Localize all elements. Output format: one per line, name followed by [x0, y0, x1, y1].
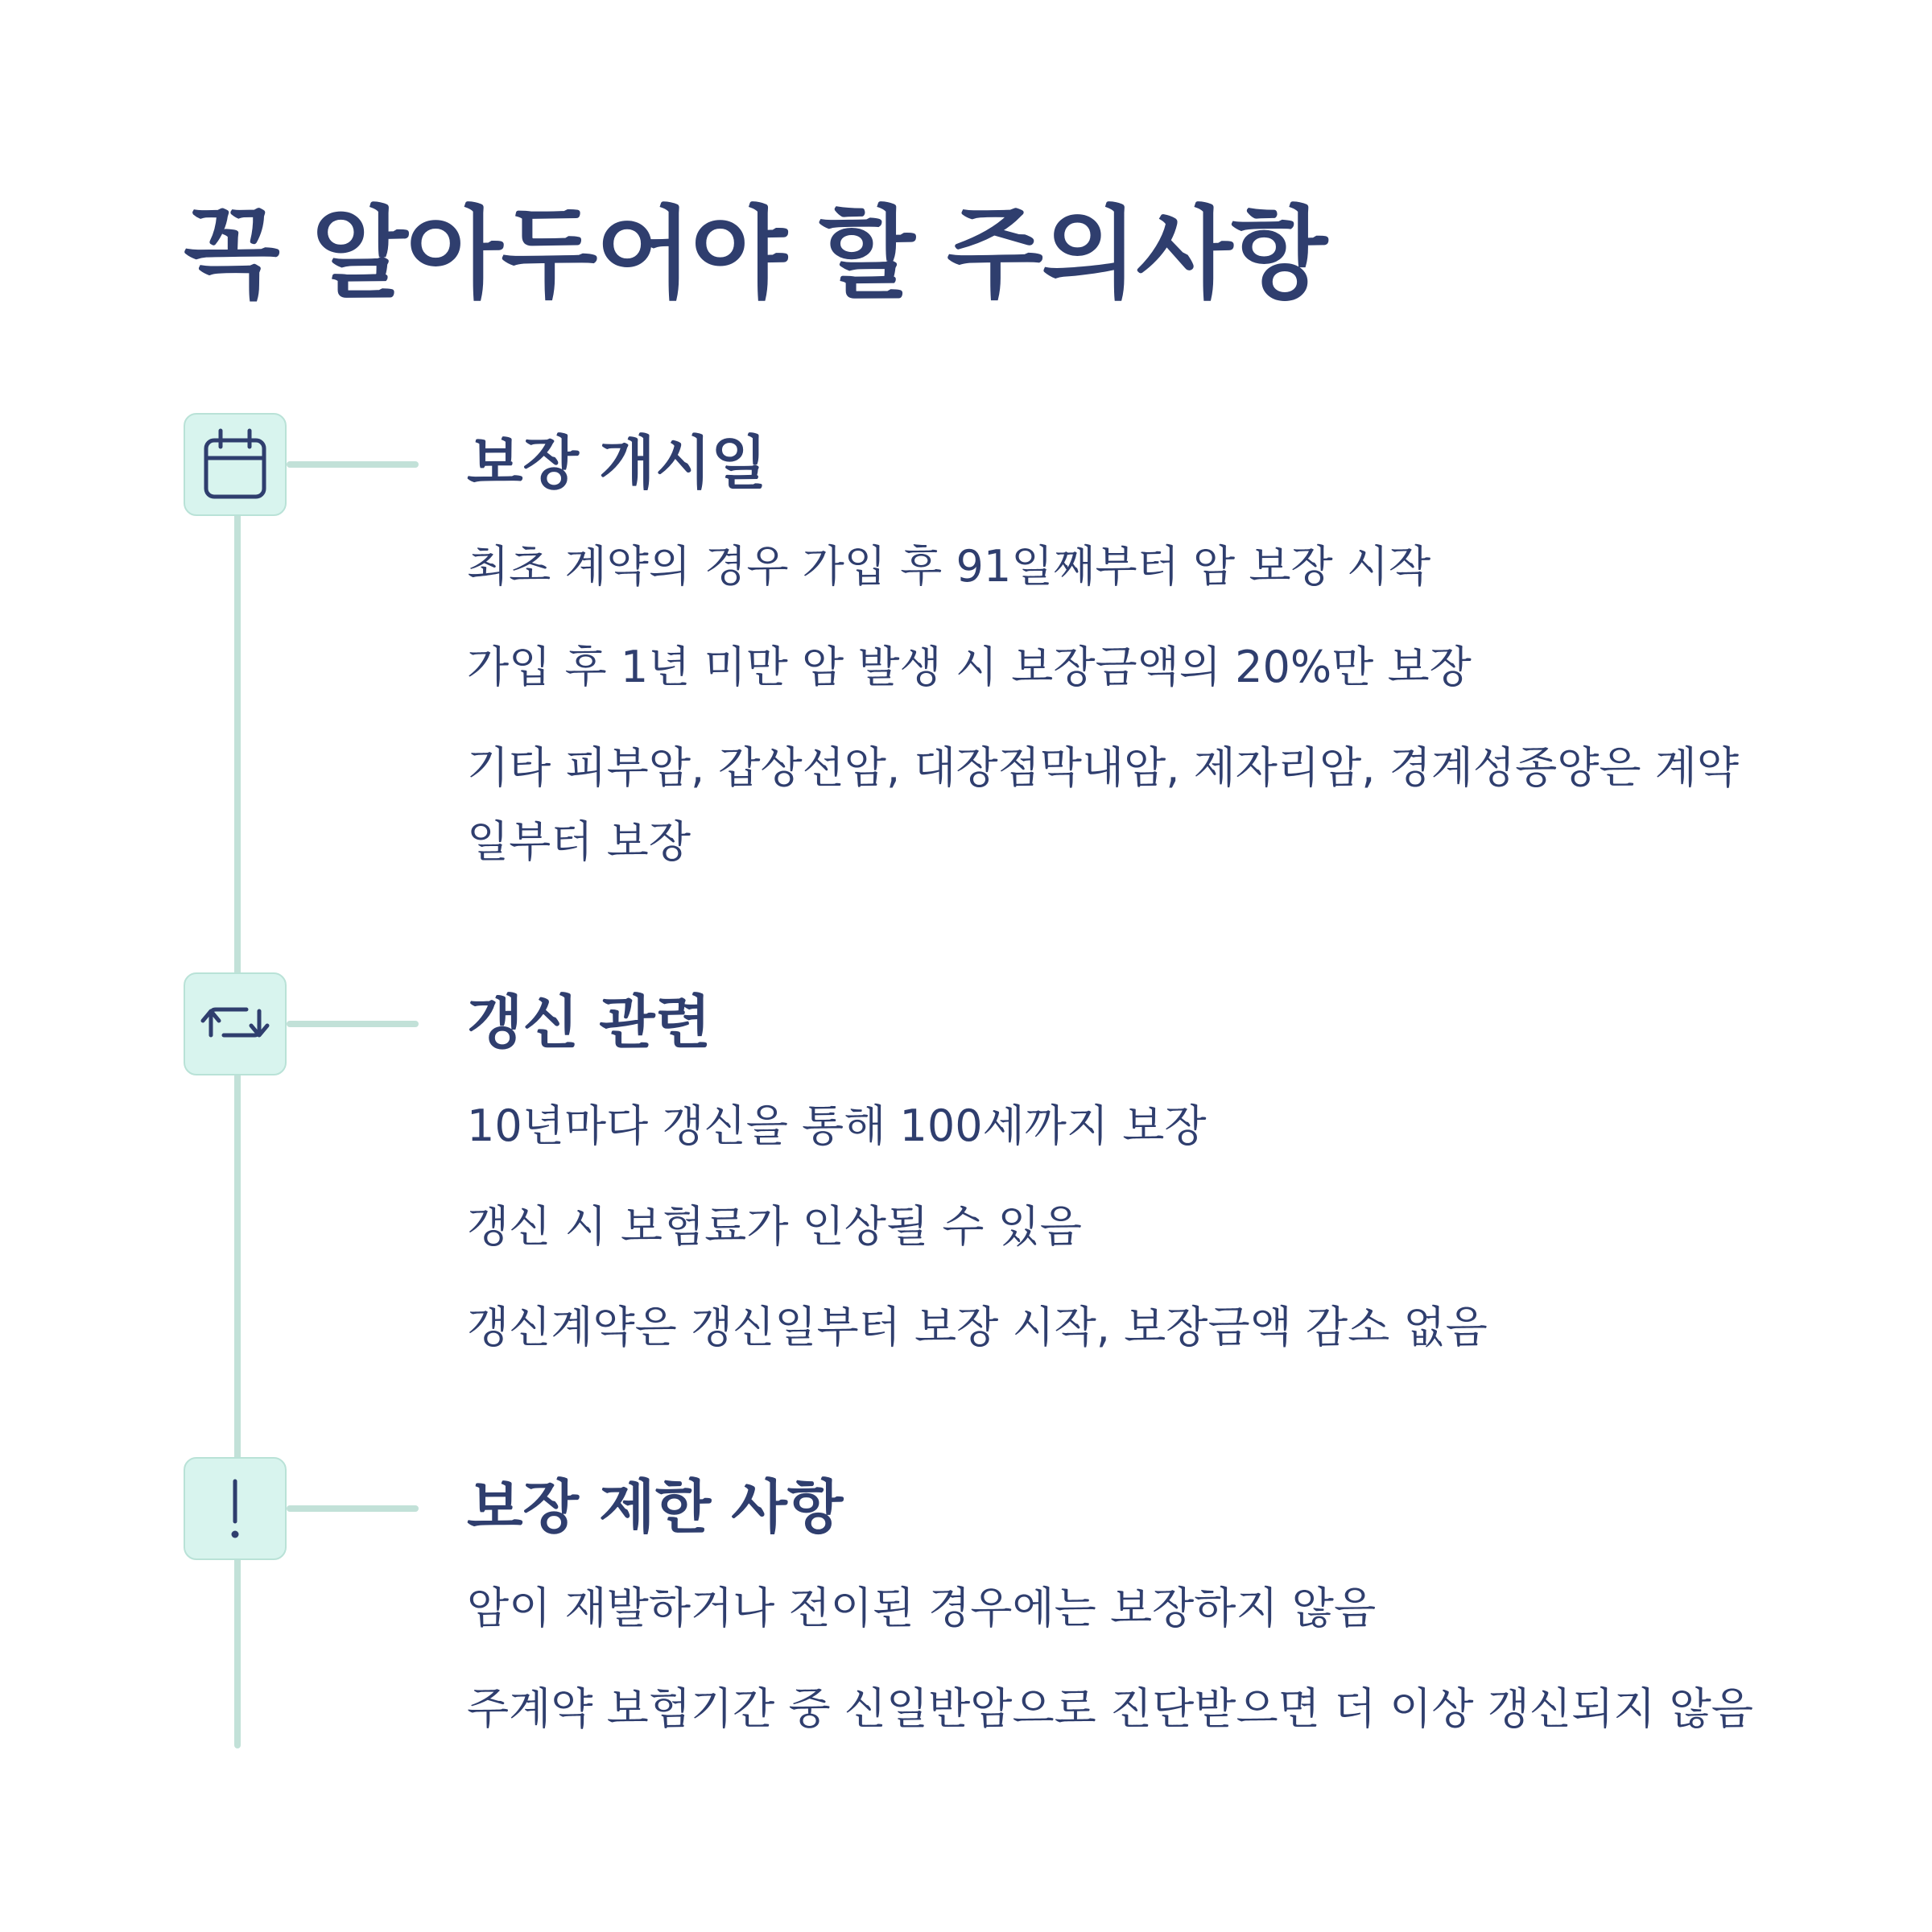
- section-list-renewal: [467, 1089, 1755, 1364]
- repeat-icon-box: [184, 972, 287, 1075]
- exclamation-icon-box: [184, 1457, 287, 1560]
- list-item: 10년마다 갱신을 통해 100세까지 보장: [467, 1100, 1207, 1151]
- section-connector: [287, 1505, 419, 1512]
- list-item: 암이 재발하거나 전이된 경우에는 보장하지 않음: [467, 1583, 1377, 1633]
- list-item: 가입 후 1년 미만 암 발생 시 보장금액의 20%만 보장: [467, 642, 1472, 692]
- section-connector: [287, 1021, 419, 1027]
- section-heading-coverage-start: 보장 개시일: [467, 429, 767, 497]
- section-list-limitations: [467, 1571, 1755, 1746]
- list-item: 갱신계약은 갱신일부터 보장 시작, 보장금액 감소 없음: [467, 1302, 1488, 1352]
- exclamation-icon: [223, 1476, 247, 1541]
- section-list-coverage-start: [467, 530, 1755, 879]
- list-item: 갱신 시 보험료가 인상될 수 있음: [467, 1201, 1082, 1252]
- calendar-icon: [201, 426, 269, 503]
- section-connector: [287, 461, 419, 468]
- calendar-icon-box: [184, 413, 287, 516]
- list-item: 기타 피부암, 갑상선암, 대장점막내암, 제자리암, 경계성종양은 계약일부터 보장: [467, 742, 1740, 867]
- page-title: 꼭 알아두어야 할 주의사항: [184, 196, 1327, 312]
- repeat-icon: [198, 998, 272, 1050]
- section-heading-renewal: 갱신 관련: [467, 989, 712, 1056]
- list-item: 주계약 보험기간 중 신일반암으로 진단받으면 더 이상 갱신되지 않음: [467, 1683, 1753, 1734]
- section-heading-limitations: 보장 제한 사항: [467, 1473, 844, 1541]
- list-item: 최초 계약의 경우 가입 후 91일째부터 암 보장 시작: [467, 541, 1431, 592]
